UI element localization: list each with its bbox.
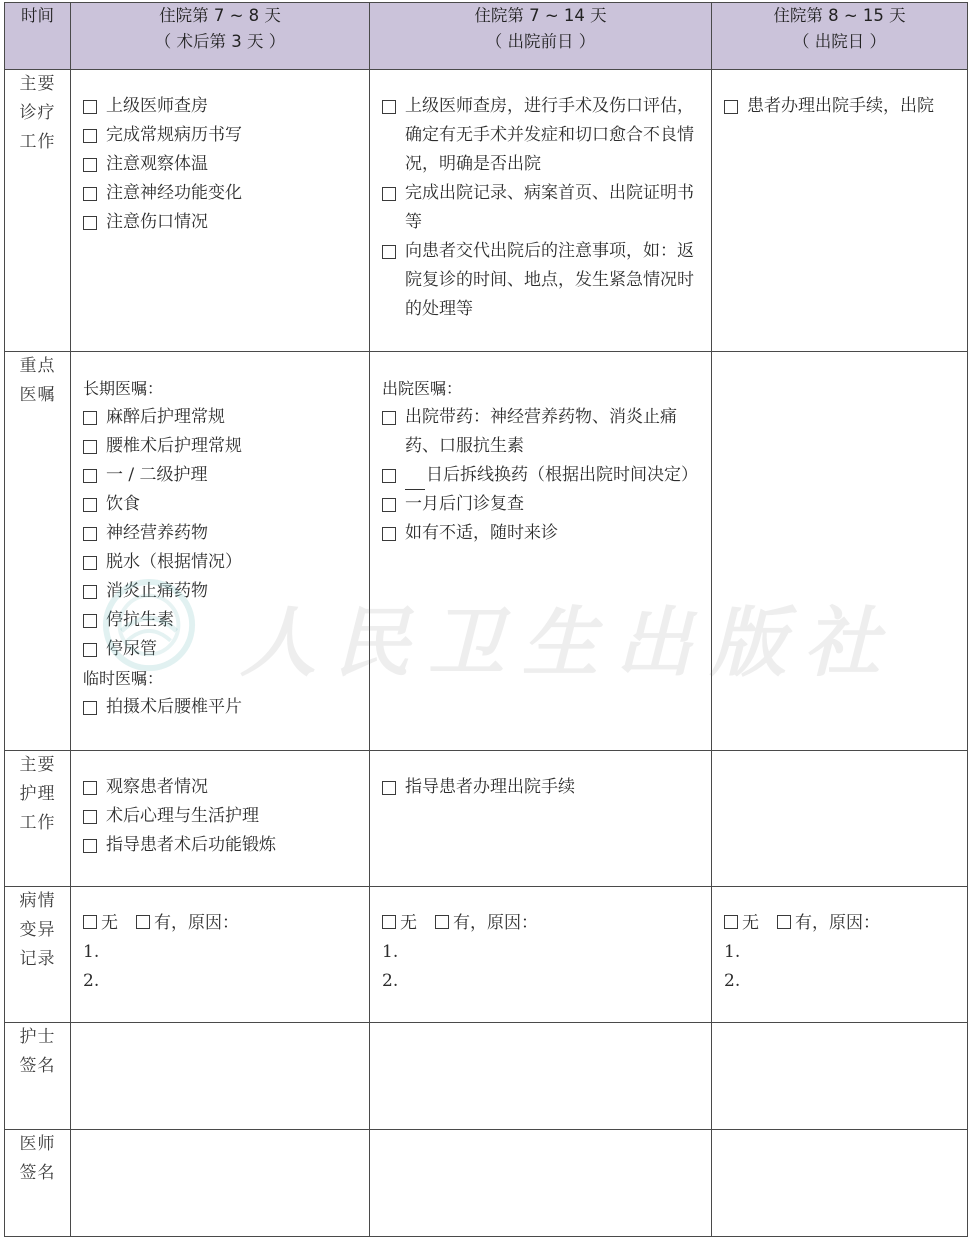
- clinical-pathway-table: [4, 2, 968, 1237]
- header-col-day8-15: [712, 3, 968, 70]
- cell-orders-col1: [71, 352, 370, 751]
- checklist-item[interactable]: 神经营养药物: [83, 519, 359, 548]
- header-col-day7-14: [370, 3, 712, 70]
- checklist-item[interactable]: 停尿管: [83, 635, 359, 664]
- variance-reason-1[interactable]: 1.: [724, 942, 741, 962]
- header-row: [5, 3, 968, 70]
- header-col1-line2: （ 术后第 3 天 ）: [154, 32, 286, 51]
- variance-none-checkbox[interactable]: [83, 915, 97, 929]
- row-label-orders: 重点 医嘱: [5, 352, 71, 751]
- header-col1-line1: 住院第 7 ~ 8 天: [159, 6, 281, 25]
- variance-reason-2[interactable]: 2.: [382, 971, 399, 991]
- checkbox[interactable]: [382, 245, 396, 259]
- nurse-signature-field-col2[interactable]: [370, 1023, 712, 1130]
- checklist-item[interactable]: 上级医师查房: [83, 92, 359, 121]
- checkbox[interactable]: [382, 527, 396, 541]
- fill-in-blank[interactable]: [405, 471, 425, 490]
- cell-nursing-col1: [71, 751, 370, 887]
- publisher-watermark-text: 人民卫生出版社: [240, 598, 898, 687]
- row-doctor-signature: [5, 1130, 968, 1237]
- variance-choice: 无 有，原因：: [83, 909, 359, 938]
- checkbox[interactable]: [382, 100, 396, 114]
- cell-diagnosis-col1: [71, 70, 370, 352]
- row-label-nursing: 主要 护理 工作: [5, 751, 71, 887]
- checkbox[interactable]: [382, 187, 396, 201]
- cell-orders-col2: [370, 352, 712, 751]
- nurse-signature-field-col3[interactable]: [712, 1023, 968, 1130]
- header-time: 时间: [5, 3, 71, 70]
- checklist-item[interactable]: 日后拆线换药（根据出院时间决定）: [382, 461, 701, 490]
- variance-yes-checkbox[interactable]: [777, 915, 791, 929]
- checklist-item[interactable]: 麻醉后护理常规: [83, 403, 359, 432]
- row-label-variance: 病情 变异 记录: [5, 887, 71, 1023]
- cell-diagnosis-col3: [712, 70, 968, 352]
- checkbox[interactable]: [83, 585, 97, 599]
- nurse-signature-field-col1[interactable]: [71, 1023, 370, 1130]
- header-col2-line2: （ 出院前日 ）: [485, 32, 596, 51]
- checklist-item[interactable]: 注意神经功能变化: [83, 179, 359, 208]
- checkbox[interactable]: [83, 781, 97, 795]
- cell-variance-col2: [370, 887, 712, 1023]
- checklist-item[interactable]: 完成常规病历书写: [83, 121, 359, 150]
- checkbox[interactable]: [83, 100, 97, 114]
- checkbox[interactable]: [83, 701, 97, 715]
- row-variance: [5, 887, 968, 1023]
- checkbox[interactable]: [83, 216, 97, 230]
- checkbox[interactable]: [83, 498, 97, 512]
- row-orders: [5, 352, 968, 751]
- checklist-item[interactable]: 指导患者办理出院手续: [382, 773, 701, 802]
- header-col3-line2: （ 出院日 ）: [793, 32, 886, 51]
- cell-variance-col1: [71, 887, 370, 1023]
- checkbox[interactable]: [382, 469, 396, 483]
- checklist-item[interactable]: 向患者交代出院后的注意事项，如：返院复诊的时间、地点，发生紧急情况时的处理等: [382, 237, 701, 324]
- temporary-orders-title: 临时医嘱：: [83, 669, 164, 688]
- checkbox[interactable]: [382, 781, 396, 795]
- doctor-signature-field-col2[interactable]: [370, 1130, 712, 1237]
- checklist-item[interactable]: 脱水（根据情况）: [83, 548, 359, 577]
- row-nursing: [5, 751, 968, 887]
- checkbox[interactable]: [83, 527, 97, 541]
- checkbox[interactable]: [83, 411, 97, 425]
- checklist-item[interactable]: 注意伤口情况: [83, 208, 359, 237]
- checkbox[interactable]: [83, 440, 97, 454]
- checkbox[interactable]: [83, 614, 97, 628]
- checkbox[interactable]: [83, 129, 97, 143]
- row-nurse-signature: [5, 1023, 968, 1130]
- header-col-day7-8: [71, 3, 370, 70]
- cell-orders-col3: [712, 352, 968, 751]
- row-label-diagnosis: 主要 诊疗 工作: [5, 70, 71, 352]
- checkbox[interactable]: [83, 839, 97, 853]
- variance-none-checkbox[interactable]: [724, 915, 738, 929]
- row-label-nurse-signature: 护士 签名: [5, 1023, 71, 1130]
- checklist-item[interactable]: 指导患者术后功能锻炼: [83, 831, 359, 860]
- checklist-item[interactable]: 一月后门诊复查: [382, 490, 701, 519]
- checklist-item[interactable]: 拍摄术后腰椎平片: [83, 693, 359, 722]
- checklist-item[interactable]: 注意观察体温: [83, 150, 359, 179]
- checklist-item[interactable]: 停抗生素: [83, 606, 359, 635]
- checkbox[interactable]: [382, 498, 396, 512]
- variance-reason-2[interactable]: 2.: [724, 971, 741, 991]
- checklist-item[interactable]: 腰椎术后护理常规: [83, 432, 359, 461]
- checklist-item[interactable]: 一 / 二级护理: [83, 461, 359, 490]
- variance-choice: 无 有，原因：: [724, 909, 957, 938]
- checklist-item[interactable]: 患者办理出院手续，出院: [724, 92, 957, 121]
- doctor-signature-field-col1[interactable]: [71, 1130, 370, 1237]
- cell-nursing-col3: [712, 751, 968, 887]
- variance-yes-checkbox[interactable]: [136, 915, 150, 929]
- cell-diagnosis-col2: [370, 70, 712, 352]
- checklist-item[interactable]: 消炎止痛药物: [83, 577, 359, 606]
- header-col2-line1: 住院第 7 ~ 14 天: [474, 6, 607, 25]
- checklist-item[interactable]: 上级医师查房，进行手术及伤口评估，确定有无手术并发症和切口愈合不良情况，明确是否出院: [382, 92, 701, 179]
- row-label-doctor-signature: 医师 签名: [5, 1130, 71, 1237]
- checklist-item[interactable]: 术后心理与生活护理: [83, 802, 359, 831]
- checklist-item[interactable]: 出院带药：神经营养药物、消炎止痛药、口服抗生素: [382, 403, 701, 461]
- checkbox[interactable]: [724, 100, 738, 114]
- header-col3-line1: 住院第 8 ~ 15 天: [773, 6, 906, 25]
- checkbox[interactable]: [382, 411, 396, 425]
- variance-reason-1[interactable]: 1.: [382, 942, 399, 962]
- variance-reason-2[interactable]: 2.: [83, 971, 100, 991]
- checkbox[interactable]: [83, 556, 97, 570]
- checklist-item[interactable]: 如有不适，随时来诊: [382, 519, 701, 548]
- cell-nursing-col2: [370, 751, 712, 887]
- checklist-item[interactable]: 饮食: [83, 490, 359, 519]
- checklist-item[interactable]: 完成出院记录、病案首页、出院证明书等: [382, 179, 701, 237]
- variance-none-checkbox[interactable]: [382, 915, 396, 929]
- checklist-item[interactable]: 观察患者情况: [83, 773, 359, 802]
- variance-choice: 无 有，原因：: [382, 909, 701, 938]
- discharge-orders-title: 出院医嘱：: [382, 379, 463, 398]
- variance-yes-checkbox[interactable]: [435, 915, 449, 929]
- checkbox[interactable]: [83, 469, 97, 483]
- checkbox[interactable]: [83, 187, 97, 201]
- doctor-signature-field-col3[interactable]: [712, 1130, 968, 1237]
- cell-variance-col3: [712, 887, 968, 1023]
- checkbox[interactable]: [83, 810, 97, 824]
- checkbox[interactable]: [83, 643, 97, 657]
- row-diagnosis: [5, 70, 968, 352]
- long-term-orders-title: 长期医嘱：: [83, 379, 164, 398]
- checkbox[interactable]: [83, 158, 97, 172]
- variance-reason-1[interactable]: 1.: [83, 942, 100, 962]
